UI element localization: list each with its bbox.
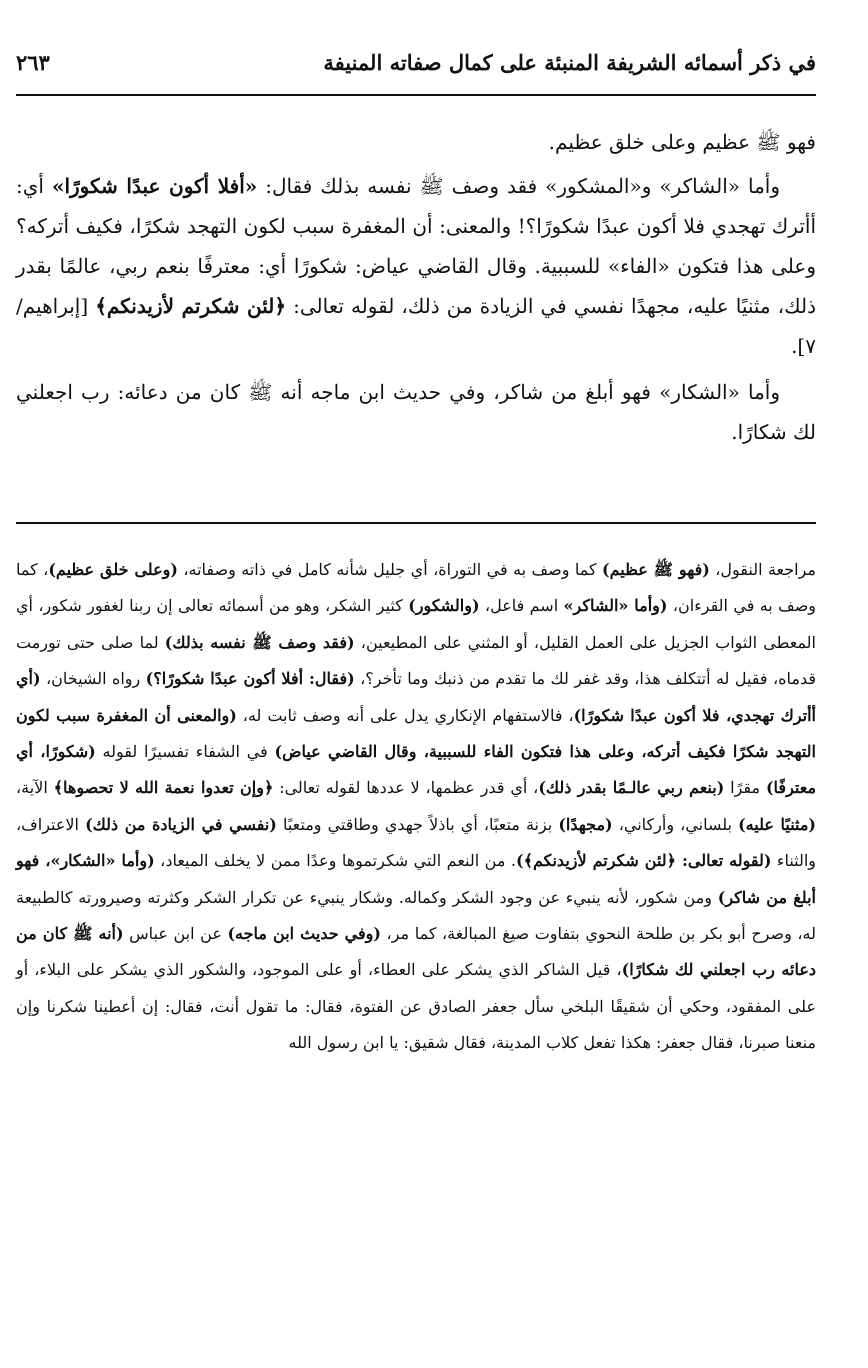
commentary-quote: (بنعم ربي عالـمًا بقدر ذلك) bbox=[538, 778, 725, 798]
book-page bbox=[16, 30, 816, 1360]
commentary-quote: (وأما «الشكار»، فهو أبلغ من شاكر) bbox=[16, 851, 816, 907]
commentary-text: كما وصف به في التوراة، أي جليل شأنه كامل في ذاته وصفاته، bbox=[177, 560, 603, 579]
commentary-quote: (مجهدًا) bbox=[558, 814, 613, 834]
commentary-text: ، أي قدر عظمها، لا عددها لقوله تعالى: bbox=[273, 778, 539, 798]
header-divider bbox=[16, 94, 816, 96]
commentary-paragraph bbox=[16, 552, 816, 1062]
main-p2-quote-hadith: «أفلا أكون عبدًا شكورًا» bbox=[51, 174, 258, 198]
commentary-text: عن ابن عباس bbox=[123, 924, 228, 944]
main-paragraph-2 bbox=[16, 166, 816, 366]
commentary-text: رواه الشيخان، bbox=[40, 669, 146, 689]
main-p2-verse-reference: [إبراهيم/ ٧]. bbox=[16, 294, 816, 358]
commentary-text: ، كما وصف به في القرءان، bbox=[16, 560, 817, 616]
main-text bbox=[16, 122, 816, 452]
commentary-text: مراجعة النقول، bbox=[709, 560, 816, 579]
commentary-quote: (وفي حديث ابن ماجه) bbox=[227, 924, 381, 944]
commentary-quote: (نفسي في الزيادة من ذلك) bbox=[85, 814, 277, 834]
commentary-text: الاعتراف، والثناء bbox=[16, 814, 817, 871]
main-p2-part-a: وأما «الشاكر» و«المشكور» فقد وصف ﷺ نفسه بذلك فقال: bbox=[257, 174, 781, 198]
commentary-text: لما صلى حتى تورمت قدماه، فقيل له أتتكلف هذا، وقد غفر لك ما تقدم من ذنبك وما تأخر؟، bbox=[16, 632, 817, 689]
commentary-text: اسم فاعل، bbox=[479, 596, 564, 616]
commentary-quote: (فهو ﷺ عظيم) bbox=[602, 560, 710, 579]
main-paragraph-1: فهو ﷺ عظيم وعلى خلق عظيم. bbox=[548, 130, 816, 154]
commentary-text: ومن شكور، لأنه ينبيء عن وجود الشكر وكماله. وشكار ينبيء عن تكرار الشكر وكثرته وصيرورته كالطبيعة له، وصرح أبو بكر بن طلحة النحوي بتفاوت صيغ المبالغة، كما مر، bbox=[16, 887, 817, 944]
commentary-quote: (أنه ﷺ كان من دعائه رب اجعلني لك شكارًا) bbox=[16, 924, 816, 980]
commentary-quote: (لقوله تعالى: ﴿لئن شكرتم لأزيدنكم﴾) bbox=[516, 851, 772, 871]
commentary-text: كثير الشكر، وهو من أسمائه تعالى إن ربنا لغفور شكور، أي المعطى الثواب الجزيل على العمل القليل، أو المثني على المطيعين، bbox=[16, 596, 816, 652]
commentary-quran-verse: ﴿وإن تعدوا نعمة الله لا تحصوها﴾ bbox=[53, 778, 274, 798]
commentary-quote: (شكورًا، أي معترفًا) bbox=[16, 742, 817, 798]
running-header bbox=[16, 30, 816, 94]
commentary-quote: (والشكور) bbox=[408, 596, 480, 616]
commentary-text: بزنة متعبًا، أي باذلاً جهدي وطاقتي ومتعبًا bbox=[276, 814, 559, 834]
page-number: ٢٦٣ bbox=[16, 49, 50, 75]
main-p2-quran-verse: ﴿لئن شكرتم لأزيدنكم﴾ bbox=[95, 294, 287, 318]
commentary-text: مقرًا bbox=[724, 778, 766, 798]
commentary-quote: (والمعنى أن المغفرة سبب لكون التهجد شكرًا فكيف أتركه، وعلى هذا فتكون الفاء للسببية، وقال القاضي عياض) bbox=[16, 705, 817, 762]
commentary bbox=[16, 552, 816, 1062]
commentary-quote: (مثنيًا عليه) bbox=[738, 814, 817, 834]
main-paragraph-3: وأما «الشكار» فهو أبلغ من شاكر، وفي حديث ابن ماجه أنه ﷺ كان من دعائه: رب اجعلني لك شكارًا. bbox=[16, 380, 816, 444]
commentary-text: الآية، bbox=[16, 778, 54, 798]
commentary-text: ، فالاستفهام الإنكاري يدل على أنه وصف ثابت له، bbox=[236, 705, 574, 725]
commentary-quote: (وعلى خلق عظيم) bbox=[48, 560, 178, 579]
footnote-divider bbox=[16, 522, 816, 524]
commentary-text: . من النعم التي شكرتموها وعدًا ممن لا يخلف الميعاد، bbox=[154, 851, 517, 871]
commentary-quote: (أي أأترك تهجدي، فلا أكون عبدًا شكورًا) bbox=[16, 669, 816, 725]
commentary-text: في الشفاء تفسيرًا لقوله bbox=[95, 742, 275, 762]
commentary-text: ، قيل الشاكر الذي يشكر على العطاء، أو على الموجود، والشكور الذي يشكر على البلاء، أو على المفقود، وحكي أن شقيقًا البلخي سأل جعفر الصادق عن الفتوة، فقال: ما تقول أنت، فقال: إن أعطينا شكرنا وإن منعنا صبرنا، فقال جعفر: هكذا تفعل كلاب المدينة، فقال شقيق: يا ابن رسول الله bbox=[16, 960, 816, 1053]
commentary-quote: (فقال: أفلا أكون عبدًا شكورًا؟) bbox=[145, 669, 355, 689]
commentary-quote: (فقد وصف ﷺ نفسه بذلك) bbox=[164, 632, 355, 652]
commentary-quote: (وأما «الشاكر» bbox=[563, 596, 668, 616]
header-title: في ذكر أسمائه الشريفة المنبئة على كمال صفاته المنيفة bbox=[323, 49, 816, 75]
commentary-text: بلساني، وأركاني، bbox=[612, 814, 739, 834]
main-p2-part-c: أي: أأترك تهجدي فلا أكون عبدًا شكورًا؟! والمعنى: أن المغفرة سبب لكون التهجد شكرًا، فكيف أتركه؟ وعلى هذا فتكون «الفاء» للسببية. وقال القاضي عياض: شكورًا أي: معترفًا بنعم ربي، عالمًا بقدر ذلك، مثنيًا عليه، مجهدًا نفسي في الزيادة من ذلك، لقوله تعالى: bbox=[16, 174, 816, 318]
